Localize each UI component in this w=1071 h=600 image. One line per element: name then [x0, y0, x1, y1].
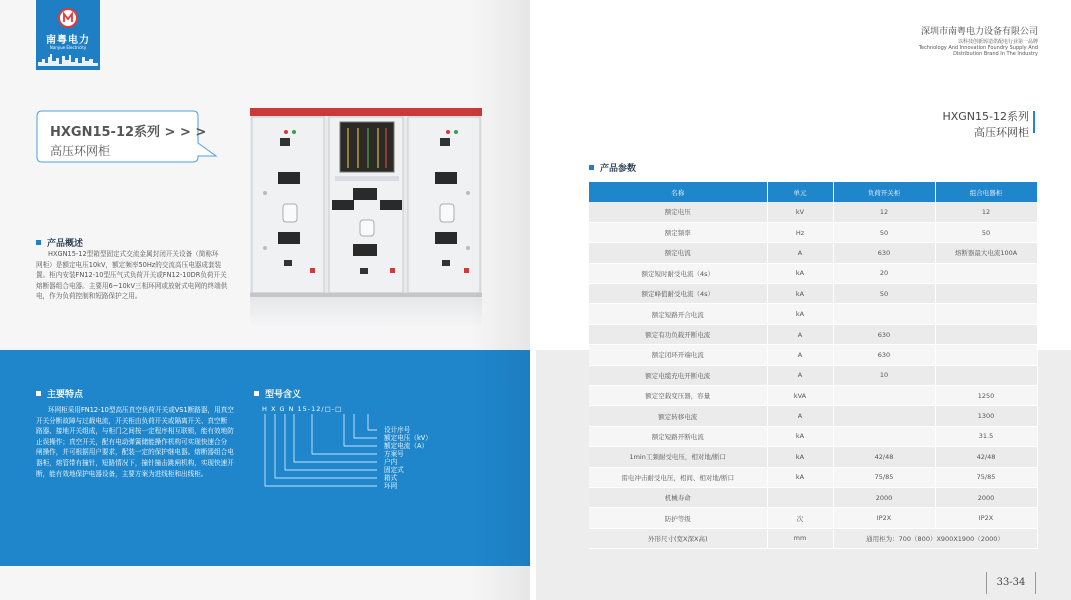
- table-cell: kA: [767, 263, 833, 283]
- table-cell: 额定短时耐受电流（4s）: [589, 263, 767, 283]
- model-label: 固定式: [384, 466, 404, 474]
- page-spine-shadow: [470, 0, 530, 600]
- table-cell: 12: [935, 202, 1037, 222]
- right-product-title: HXGN15-12系列: [942, 110, 1029, 123]
- table-cell: [935, 365, 1037, 385]
- right-product-subtitle: 高压环网柜: [974, 126, 1029, 139]
- table-cell: A: [767, 406, 833, 426]
- company-name-cn: 深圳市南粤电力设备有限公司: [920, 27, 1038, 37]
- table-cell: [833, 426, 935, 446]
- table-cell: kA: [767, 447, 833, 467]
- bullet-square-icon: [36, 391, 41, 396]
- table-row: [589, 222, 1037, 242]
- bullet-square-icon: [254, 391, 259, 396]
- features-line: 环网柜采用FN12-10型高压真空负荷开关或VS1断路器，用真空: [48, 406, 234, 414]
- table-cell: 雷电冲击耐受电压，相间、相对地/断口: [589, 467, 767, 487]
- title-accent-bar: [1033, 111, 1035, 133]
- table-cell: 50: [833, 284, 935, 304]
- logo-emblem-icon: [58, 8, 78, 28]
- overview-line: 熔断器组合电器。主要用6~10kV三相环网或放射式电网的终端供: [36, 281, 228, 290]
- params-body: [589, 202, 1037, 549]
- table-row: [589, 345, 1037, 365]
- table-row: [589, 406, 1037, 426]
- table-cell: 2000: [935, 487, 1037, 507]
- table-row: [589, 243, 1037, 263]
- table-cell: 630: [833, 345, 935, 365]
- table-cell: 630: [833, 324, 935, 344]
- features-heading: 主要特点: [36, 387, 83, 400]
- table-cell: 额定频率: [589, 222, 767, 242]
- params-table: [589, 182, 1038, 549]
- features-band: [0, 350, 530, 566]
- features-line: 止误操作；真空开关，配有电动弹簧储能操作机构可实现快速合分: [36, 437, 228, 446]
- table-cell: A: [767, 345, 833, 365]
- table-cell: 630: [833, 243, 935, 263]
- table-cell: [935, 324, 1037, 344]
- features-line: 闸操作，并可根据用户要求，配装一定的保护继电器。熔断器组合电: [36, 448, 234, 457]
- bullet-square-icon: [589, 165, 594, 170]
- product-title-callout: [36, 110, 207, 163]
- page-number: 33-34: [986, 572, 1036, 594]
- model-label: 设计序号: [384, 426, 411, 434]
- table-row: [589, 284, 1037, 304]
- table-cell: kA: [767, 284, 833, 304]
- table-cell: 额定峰值耐受电流（4s）: [589, 284, 767, 304]
- table-cell: kA: [767, 467, 833, 487]
- params-heading: 产品参数: [589, 161, 636, 174]
- model-breakdown-lines: [262, 414, 392, 494]
- params-last-row: [589, 528, 1037, 548]
- table-cell: [833, 406, 935, 426]
- model-label: 额定电流（A）: [384, 442, 429, 450]
- table-row: [589, 508, 1037, 528]
- table-row: [589, 426, 1037, 446]
- table-cell: 50: [833, 222, 935, 242]
- overview-paragraph: [36, 249, 241, 302]
- table-cell: 额定转移电流: [589, 406, 767, 426]
- features-line: 断，能有效地保护电器设备，主要方案为进线柜和出线柜。: [36, 469, 208, 478]
- features-line: 路器、接地开关组成，与柜门之间按一定程序相互联锁，能有效地防: [36, 427, 234, 436]
- table-cell: [935, 345, 1037, 365]
- overview-line: HXGN15-12型箱型固定式交流金属封闭开关设备（简称环: [48, 250, 219, 258]
- overview-line: 电，作为负荷控制和短路保护之用。: [36, 292, 142, 301]
- table-cell: 次: [767, 508, 833, 528]
- model-label: 户内: [384, 458, 398, 466]
- logo-name-cn: 南粤电力: [46, 35, 90, 46]
- city-skyline-icon: [38, 52, 98, 66]
- table-row: [589, 487, 1037, 507]
- overview-line: 网柜）是额定电压10kV，额定频率50Hz的交流高压电器成套装: [36, 260, 222, 269]
- table-cell: mm: [767, 528, 833, 548]
- col-header-unit: 单元: [767, 182, 833, 202]
- table-cell: 额定电压: [589, 202, 767, 222]
- bullet-square-icon: [36, 240, 41, 245]
- cabinet-reflection: [250, 292, 482, 328]
- table-cell: kV: [767, 202, 833, 222]
- table-cell: 75/85: [833, 467, 935, 487]
- table-cell: 2000: [833, 487, 935, 507]
- table-cell: IP2X: [935, 508, 1037, 528]
- company-tagline: 以科技创新铸造供配电行业第一品牌: [957, 39, 1038, 45]
- table-cell: kA: [767, 426, 833, 446]
- table-cell: 机械寿命: [589, 487, 767, 507]
- table-cell: 50: [935, 222, 1037, 242]
- col-header-load-switch: 负荷开关柜: [833, 182, 935, 202]
- table-row: [589, 467, 1037, 487]
- table-cell: 12: [833, 202, 935, 222]
- table-cell: 额定有功负载开断电流: [589, 324, 767, 344]
- table-row: [589, 304, 1037, 324]
- table-row: [589, 263, 1037, 283]
- col-header-name: 名称: [589, 182, 767, 202]
- features-line: 开关分断故障与过载电流，开关柜由负荷开关或隔离开关、真空断: [36, 416, 228, 425]
- table-cell: 42/48: [833, 447, 935, 467]
- table-cell: 防护等级: [589, 508, 767, 528]
- table-cell: [935, 284, 1037, 304]
- product-title: HXGN15-12系列 > > >: [50, 125, 207, 140]
- table-cell: [935, 263, 1037, 283]
- table-row: [589, 202, 1037, 222]
- model-labels: [384, 426, 432, 490]
- model-code: H X G N 15-12/□-□: [262, 405, 343, 413]
- table-cell: 通用柜为：700（800）X900X1900（2000）: [833, 528, 1037, 548]
- table-cell: 熔断器最大电流100A: [935, 243, 1037, 263]
- table-cell: A: [767, 365, 833, 385]
- model-heading: 型号含义: [254, 387, 301, 400]
- table-cell: Hz: [767, 222, 833, 242]
- product-subtitle: 高压环网柜: [50, 144, 111, 158]
- table-cell: 1300: [935, 406, 1037, 426]
- table-cell: [833, 304, 935, 324]
- table-cell: 31.5: [935, 426, 1037, 446]
- logo-name-en: Nanyue Electricity: [49, 45, 87, 50]
- table-cell: 额定空载变压器，容量: [589, 386, 767, 406]
- col-header-combined: 组合电器柜: [935, 182, 1037, 202]
- company-slogan-en-1: Technology And Innovation Foundry Supply And: [918, 45, 1038, 51]
- model-label: 环网: [384, 482, 398, 490]
- table-cell: 20: [833, 263, 935, 283]
- table-cell: kVA: [767, 386, 833, 406]
- table-row: [589, 447, 1037, 467]
- table-cell: [833, 386, 935, 406]
- features-paragraph: [36, 405, 236, 479]
- params-header-row: [589, 182, 1037, 202]
- features-line: 器柜，熔管带有撞针，短路情况下，撞针撞击跳闸机构，实现快速开: [36, 458, 234, 467]
- model-label: 箱式: [384, 474, 398, 482]
- table-cell: [935, 304, 1037, 324]
- table-cell: 10: [833, 365, 935, 385]
- table-row: [589, 324, 1037, 344]
- table-cell: A: [767, 324, 833, 344]
- table-cell: kA: [767, 304, 833, 324]
- table-cell: 42/48: [935, 447, 1037, 467]
- model-label: 方案号: [384, 450, 404, 458]
- table-cell: 1250: [935, 386, 1037, 406]
- table-cell: 1min工频耐受电压，相对地/断口: [589, 447, 767, 467]
- table-row: [589, 365, 1037, 385]
- table-row: [589, 386, 1037, 406]
- table-cell: A: [767, 243, 833, 263]
- callout-bubble-icon: [36, 110, 221, 170]
- company-slogan-en-2: Distribution Brand In The Industry: [953, 51, 1038, 57]
- model-label: 额定电压（kV）: [384, 434, 432, 442]
- left-page: [0, 0, 530, 600]
- company-logo: [36, 0, 100, 70]
- table-cell: 75/85: [935, 467, 1037, 487]
- table-cell: 额定电缆充电开断电流: [589, 365, 767, 385]
- table-cell: 额定电流: [589, 243, 767, 263]
- table-cell: 额定短路开断电流: [589, 426, 767, 446]
- table-cell: 外形尺寸(宽X深X高): [589, 528, 767, 548]
- table-cell: IP2X: [833, 508, 935, 528]
- table-cell: 额定闭环开端电流: [589, 345, 767, 365]
- overview-heading: 产品概述: [36, 236, 83, 249]
- table-cell: 额定短路开合电流: [589, 304, 767, 324]
- overview-line: 置。柜内安装FN12-10型压气式负荷开关或FN12-10DR负荷开关: [36, 271, 227, 280]
- table-cell: [767, 487, 833, 507]
